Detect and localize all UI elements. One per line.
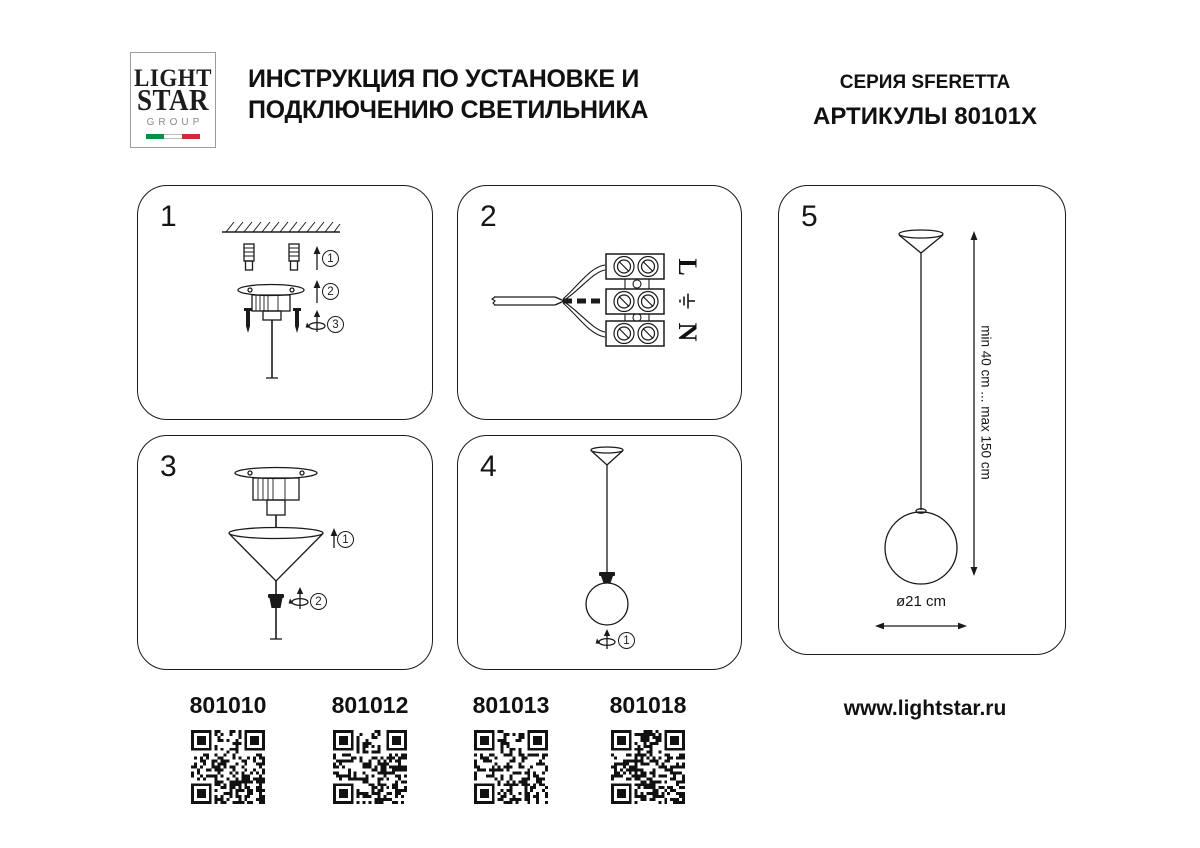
website-link: www.lightstar.ru	[843, 697, 1007, 720]
panel-step-4-globe-mounting	[457, 435, 742, 670]
article-code: 801012	[331, 692, 409, 718]
articles-label: АРТИКУЛЫ 80101X	[813, 103, 1037, 130]
panel-number: 5	[801, 200, 818, 233]
panel-number: 4	[480, 450, 497, 483]
height-dimension-line	[971, 231, 978, 576]
qr-code	[333, 730, 407, 804]
logo-text-group: GROUP	[146, 117, 204, 128]
article-column	[574, 692, 722, 809]
terminal-label-neutral: N	[673, 322, 702, 342]
terminal-wiring-drawing	[458, 186, 743, 421]
logo-text-star: STAR	[136, 83, 210, 117]
step-marker-3: 3	[327, 316, 344, 333]
rotate-icon	[596, 629, 615, 649]
rotate-icon	[306, 310, 325, 332]
step-marker-1: 1	[322, 250, 339, 267]
wall-plug-icon	[289, 244, 299, 270]
italian-flag-icon	[146, 134, 200, 139]
power-cable	[492, 265, 605, 337]
cord-and-grip-nut	[268, 581, 284, 639]
series-block	[785, 72, 1065, 131]
mounting-plate	[235, 468, 317, 529]
panel-number: 1	[160, 200, 177, 233]
article-code: 801013	[472, 692, 550, 718]
canopy-assembly-drawing	[138, 436, 434, 671]
qr-code	[191, 730, 265, 804]
series-label: СЕРИЯ SFERETTA	[839, 72, 1011, 93]
height-dimension-label: min 40 cm ... max 150 cm	[978, 325, 994, 480]
diameter-dimension-line	[875, 623, 967, 630]
pendant-dimensions-drawing	[779, 186, 1067, 656]
glass-sphere	[586, 583, 628, 625]
cone-shade	[229, 528, 323, 582]
panel-step-1-ceiling-mounting	[137, 185, 433, 420]
lamp-holder	[599, 572, 615, 583]
terminal-block	[606, 254, 664, 346]
qr-code	[611, 730, 685, 804]
article-code: 801018	[609, 692, 687, 718]
article-column	[154, 692, 302, 809]
article-column	[296, 692, 444, 809]
glass-sphere	[885, 512, 957, 584]
step-marker-1: 1	[618, 632, 635, 649]
title-line-2: ПОДКЛЮЧЕНИЮ СВЕТИЛЬНИКА	[248, 96, 649, 124]
panel-5-dimensions	[778, 185, 1066, 655]
panel-step-3-canopy-assembly	[137, 435, 433, 670]
panel-step-2-wiring	[457, 185, 742, 420]
earth-ground-icon	[680, 294, 695, 309]
up-arrow-icon	[314, 280, 321, 303]
globe-mounting-drawing	[458, 436, 743, 671]
article-column	[437, 692, 585, 809]
panel-number: 3	[160, 450, 177, 483]
screw-icon	[244, 308, 252, 333]
terminal-label-line: L	[673, 258, 702, 276]
qr-code	[474, 730, 548, 804]
step-marker-2: 2	[322, 283, 339, 300]
ceiling-mounting-drawing	[138, 186, 434, 421]
screw-icon	[293, 308, 301, 333]
title-line-1: ИНСТРУКЦИЯ ПО УСТАНОВКЕ И	[248, 65, 640, 93]
panel-number: 2	[480, 200, 497, 233]
pendant-cone	[899, 230, 943, 253]
lightstar-logo	[130, 52, 216, 148]
page-title	[248, 64, 648, 126]
step-marker-1: 1	[337, 531, 354, 548]
rotate-icon	[289, 587, 308, 609]
step-marker-2: 2	[310, 593, 327, 610]
up-arrow-icon	[314, 246, 321, 270]
wall-plug-icon	[244, 244, 254, 270]
article-code: 801010	[189, 692, 267, 718]
logo-text-light: LIGHT	[134, 63, 212, 92]
pendant-cone	[591, 447, 623, 465]
diameter-dimension-label: ø21 cm	[895, 593, 946, 610]
ceiling-hatch	[222, 222, 340, 232]
